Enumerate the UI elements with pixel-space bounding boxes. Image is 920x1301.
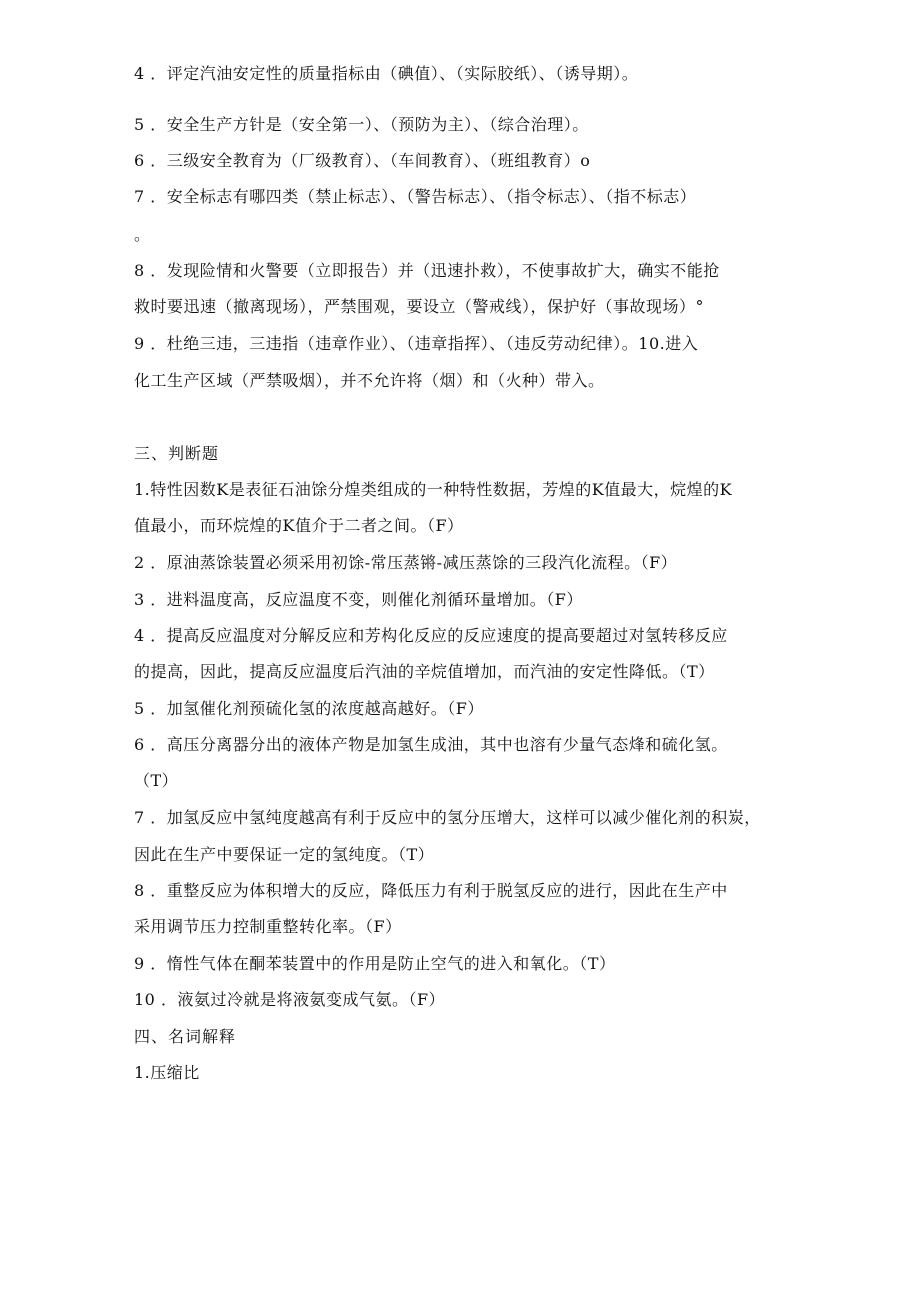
fill-blank-item-8-cont: 救时要迅速（撤离现场），严禁围观，要设立（警戒线），保护好（事故现场）°	[134, 297, 705, 316]
judgment-line: 5 ．加氢催化剂预硫化氢的浓度越高越好。（F）	[134, 699, 484, 718]
fill-blank-item-8: 8 ．发现险情和火警要（立即报告）并（迅速扑救），不使事故扩大，确实不能抢	[134, 261, 720, 280]
fill-blank-item-9-cont: 化工生产区域（严禁吸烟），并不允许将（烟）和（火种）带入。	[134, 371, 605, 390]
judgment-line: 8 ．重整反应为体积增大的反应，降低压力有利于脱氢反应的进行，因此在生产中	[134, 881, 728, 900]
judgment-line: 9 ．惰性气体在酮苯装置中的作用是防止空气的进入和氧化。（T）	[134, 954, 616, 973]
judgment-line: 的提高，因此，提高反应温度后汽油的辛烷值增加，而汽油的安定性降低。（T）	[134, 662, 715, 681]
section-three-title: 三、判断题	[134, 444, 220, 463]
judgment-line: 6 ．高压分离器分出的液体产物是加氢生成油，其中也溶有少量气态烽和硫化氢。	[134, 735, 728, 754]
fill-blank-item-7-cont: 。	[134, 225, 151, 244]
judgment-line: 值最小，而环烷煌的K值介于二者之间。（F）	[134, 516, 464, 535]
judgment-line: 3 ．进料温度高，反应温度不变，则催化剂循环量增加。（F）	[134, 590, 583, 609]
judgment-line: 因此在生产中要保证一定的氢纯度。（T）	[134, 845, 435, 864]
judgment-line: 1.特性因数K是表征石油馀分煌类组成的一种特性数据，芳煌的K值最大，烷煌的K	[134, 480, 733, 499]
term-item-1: 1.压缩比	[134, 1063, 200, 1082]
fill-blank-item-9: 9 ．杜绝三违，三违指（违章作业）、（违章指挥）、（违反劳动纪律）。10.进入	[134, 334, 699, 353]
judgment-line: 采用调节压力控制重整转化率。（F）	[134, 917, 402, 936]
fill-blank-item-5: 5 ．安全生产方针是（安全第一）、（预防为主）、（综合治理）。	[134, 115, 589, 134]
judgment-line: （T）	[134, 771, 179, 790]
judgment-line: 10 ．液氨过冷就是将液氨变成气氨。（F）	[134, 990, 446, 1009]
judgment-line: 2 ．原油蒸馀装置必须采用初馀-常压蒸锵-减压蒸馀的三段汽化流程。（F）	[134, 553, 678, 572]
fill-blank-item-4: 4 ．评定汽油安定性的质量指标由（碘值）、（实际胶纸）、（诱导期）。	[134, 64, 639, 83]
section-four-title: 四、名词解释	[134, 1027, 237, 1046]
judgment-line: 7 ．加氢反应中氢纯度越高有利于反应中的氢分压增大，这样可以减少催化剂的积炭，	[134, 808, 761, 827]
judgment-line: 4 ．提高反应温度对分解反应和芳构化反应的反应速度的提高要超过对氢转移反应	[134, 626, 728, 645]
fill-blank-item-6: 6 ．三级安全教育为（厂级教育）、（车间教育）、（班组教育）o	[134, 151, 591, 170]
fill-blank-item-7: 7 ．安全标志有哪四类（禁止标志）、（警告标志）、（指令标志）、（指不标志）	[134, 187, 697, 206]
